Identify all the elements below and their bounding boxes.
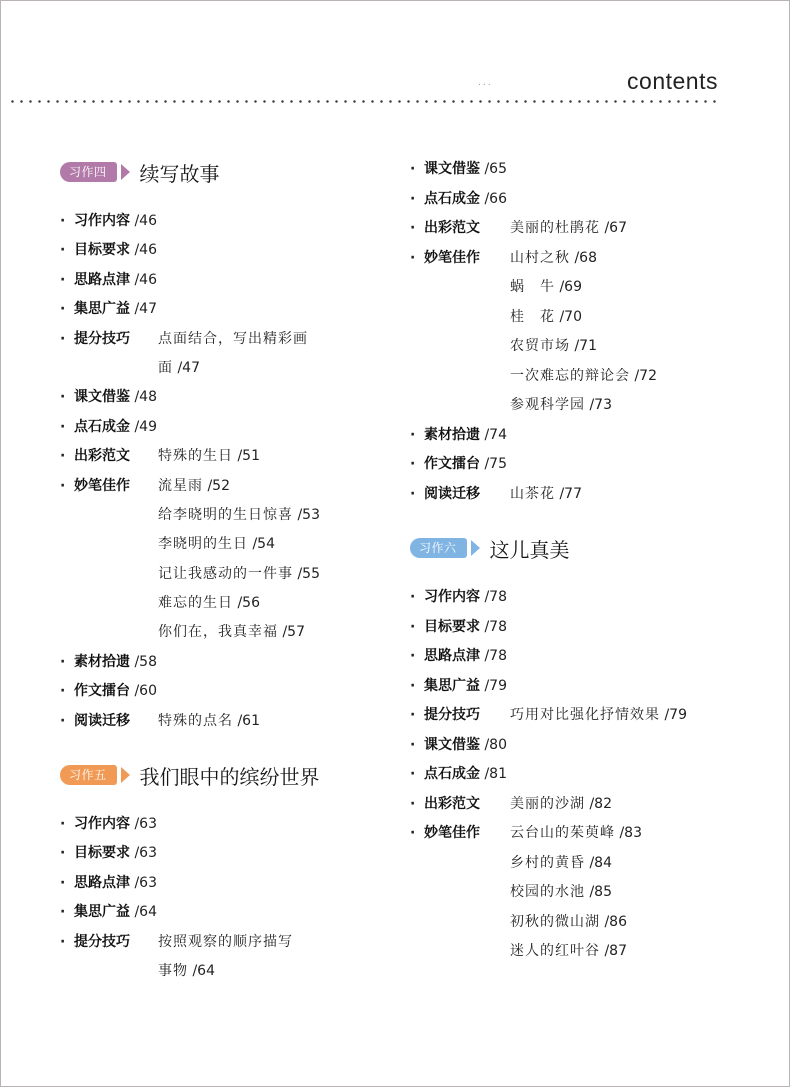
dotted-divider — [8, 100, 720, 103]
bullet-icon: · — [60, 683, 66, 700]
entry-label: 习作内容 — [74, 213, 130, 229]
entry-title: 桂 花 — [510, 308, 555, 325]
entry-page: /81 — [484, 766, 507, 782]
entry-page: /55 — [297, 565, 320, 582]
toc-subentry[interactable] — [60, 530, 380, 559]
section-heading-6 — [410, 531, 770, 565]
entry-title: 你们在，我真幸福 — [158, 624, 278, 641]
toc-entry[interactable] — [410, 244, 770, 274]
toc-entry[interactable] — [60, 325, 380, 354]
toc-entry[interactable] — [60, 869, 380, 898]
toc-entry[interactable] — [410, 214, 770, 244]
entry-page: /58 — [134, 653, 157, 670]
entry-page: /73 — [589, 397, 612, 413]
entry-page: /63 — [134, 874, 157, 891]
entry-title: 云台山的茱萸峰 — [510, 825, 615, 841]
bullet-icon: · — [60, 933, 66, 950]
entry-page: /63 — [134, 845, 157, 862]
toc-entry[interactable] — [410, 819, 770, 849]
bullet-icon: · — [410, 249, 416, 266]
continued-items-5 — [410, 155, 770, 509]
section-heading-4 — [60, 155, 380, 189]
bullet-icon: · — [60, 477, 66, 494]
entry-label: 课文借鉴 — [424, 736, 480, 753]
entry-label: 提分技巧 — [74, 933, 130, 950]
bullet-icon: · — [410, 190, 416, 207]
toc-entry[interactable] — [60, 839, 380, 868]
entry-page: /74 — [484, 426, 507, 443]
bullet-icon: · — [60, 816, 66, 833]
section-tag: 习作六 — [410, 538, 467, 558]
bullet-icon: · — [410, 161, 416, 177]
toc-entry[interactable] — [410, 701, 770, 731]
toc-entry[interactable] — [60, 472, 380, 501]
entry-label: 妙笔佳作 — [424, 249, 480, 266]
entry-label: 目标要求 — [424, 618, 480, 635]
bullet-icon: · — [60, 845, 66, 862]
section-title: 续写故事 — [139, 161, 220, 186]
entry-page: /67 — [604, 220, 627, 236]
toc-subentry[interactable] — [60, 560, 380, 589]
section-heading-5 — [60, 758, 380, 792]
entry-title: 美丽的杜鹃花 — [510, 220, 600, 236]
toc-entry[interactable] — [410, 450, 770, 480]
bullet-icon: · — [410, 707, 416, 723]
bullet-icon: · — [60, 330, 66, 347]
toc-entry-continued[interactable] — [60, 354, 380, 383]
entry-label: 思路点津 — [74, 271, 130, 288]
entry-page: /79 — [664, 707, 687, 723]
entry-page: /56 — [237, 595, 260, 612]
entry-title: 巧用对比强化抒情效果 — [510, 707, 660, 723]
entry-page: /49 — [134, 418, 157, 435]
entry-title: 校园的水池 — [510, 884, 585, 900]
toc-subentry[interactable] — [410, 303, 770, 333]
entry-page: /47 — [134, 301, 157, 318]
entry-title: 乡村的黄昏 — [510, 854, 585, 871]
entry-label: 思路点津 — [424, 648, 480, 664]
entry-label: 点石成金 — [424, 190, 480, 207]
toc-subentry[interactable] — [410, 332, 770, 362]
toc-entry[interactable] — [60, 677, 380, 706]
entry-title: 迷人的红叶谷 — [510, 943, 600, 959]
entry-page: /87 — [604, 943, 627, 959]
entry-label: 课文借鉴 — [424, 161, 480, 177]
entry-label: 妙笔佳作 — [74, 477, 130, 494]
entry-title: 美丽的沙湖 — [510, 795, 585, 812]
entry-label: 提分技巧 — [74, 330, 130, 347]
toc-entry[interactable] — [410, 155, 770, 185]
section-title: 我们眼中的缤纷世界 — [139, 764, 320, 789]
toc-subentry[interactable] — [410, 908, 770, 938]
entry-page: /71 — [574, 338, 597, 354]
entry-page: /77 — [559, 485, 582, 502]
entry-title: 给李晓明的生日惊喜 — [158, 506, 293, 523]
entry-title: 事物 — [158, 962, 188, 979]
toc-entry[interactable] — [60, 928, 380, 957]
entry-label: 目标要求 — [74, 845, 130, 862]
entry-title: 难忘的生日 — [158, 595, 233, 612]
toc-entry[interactable] — [410, 185, 770, 215]
toc-entry[interactable] — [410, 480, 770, 510]
entry-title: 初秋的微山湖 — [510, 913, 600, 930]
entry-page: /63 — [134, 816, 157, 833]
faint-marks: ... — [478, 78, 493, 88]
page-title: contents — [627, 68, 718, 94]
toc-subentry[interactable] — [410, 849, 770, 879]
entry-page: /79 — [484, 677, 507, 694]
section-items-4 — [60, 207, 380, 736]
entry-title: 农贸市场 — [510, 338, 570, 354]
entry-page: /65 — [484, 161, 507, 177]
bullet-icon: · — [60, 712, 66, 729]
entry-title: 按照观察的顺序描写 — [158, 933, 293, 950]
toc-subentry[interactable] — [60, 589, 380, 618]
entry-title: 蜗 牛 — [510, 279, 555, 295]
entry-label: 妙笔佳作 — [424, 825, 480, 841]
entry-title: 流星雨 — [158, 477, 203, 494]
entry-label: 课文借鉴 — [74, 389, 130, 406]
entry-page: /66 — [484, 190, 507, 207]
entry-page: /72 — [634, 367, 657, 384]
entry-page: /54 — [252, 536, 275, 553]
toc-subentry[interactable] — [60, 618, 380, 647]
toc-entry[interactable] — [60, 648, 380, 677]
entry-label: 作文擂台 — [74, 683, 130, 700]
bullet-icon: · — [410, 220, 416, 236]
bullet-icon: · — [410, 456, 416, 472]
bullet-icon: · — [60, 301, 66, 318]
section-items-5 — [60, 810, 380, 986]
entry-label: 作文擂台 — [424, 456, 480, 472]
entry-label: 素材拾遗 — [424, 426, 480, 443]
entry-label: 习作内容 — [74, 816, 130, 833]
entry-label: 出彩范文 — [424, 220, 480, 236]
entry-page: /53 — [297, 506, 320, 523]
toc-subentry[interactable] — [410, 878, 770, 908]
entry-label: 阅读迁移 — [74, 712, 130, 729]
tag-arrow-icon — [471, 540, 480, 556]
entry-page: /69 — [559, 279, 582, 295]
bullet-icon: · — [410, 648, 416, 664]
tag-arrow-icon — [121, 767, 130, 783]
entry-page: /60 — [134, 683, 157, 700]
section-title: 这儿真美 — [489, 537, 570, 562]
entry-page: /78 — [484, 618, 507, 635]
entry-title: 特殊的生日 — [158, 448, 233, 465]
entry-page: /68 — [574, 249, 597, 266]
toc-subentry[interactable] — [410, 362, 770, 392]
entry-page: /46 — [134, 271, 157, 288]
toc-entry[interactable] — [60, 236, 380, 265]
entry-label: 出彩范文 — [74, 448, 130, 465]
entry-title: 山村之秋 — [510, 249, 570, 266]
entry-label: 素材拾遗 — [74, 653, 130, 670]
entry-page: /82 — [589, 795, 612, 812]
entry-label: 集思广益 — [74, 301, 130, 318]
toc-entry[interactable] — [60, 413, 380, 442]
entry-label: 出彩范文 — [424, 795, 480, 812]
toc-left-column — [60, 155, 380, 986]
bullet-icon: · — [410, 736, 416, 753]
entry-page: /80 — [484, 736, 507, 753]
entry-label: 点石成金 — [74, 418, 130, 435]
toc-subentry[interactable] — [60, 501, 380, 530]
bullet-icon: · — [60, 213, 66, 229]
toc-entry-continued[interactable] — [60, 957, 380, 986]
entry-page: /52 — [207, 477, 230, 494]
toc-entry[interactable] — [60, 810, 380, 839]
bullet-icon: · — [60, 418, 66, 435]
toc-entry[interactable] — [60, 442, 380, 471]
toc-subentry[interactable] — [410, 391, 770, 421]
bullet-icon: · — [410, 795, 416, 812]
bullet-icon: · — [60, 448, 66, 465]
entry-title: 特殊的点名 — [158, 712, 233, 729]
toc-entry[interactable] — [410, 421, 770, 451]
entry-page: /46 — [134, 242, 157, 259]
entry-page: /51 — [237, 448, 260, 465]
toc-subentry[interactable] — [410, 273, 770, 303]
entry-page: /86 — [604, 913, 627, 930]
bullet-icon: · — [410, 825, 416, 841]
entry-title: 山茶花 — [510, 485, 555, 502]
entry-page: /64 — [134, 904, 157, 921]
toc-entry[interactable] — [60, 383, 380, 412]
entry-label: 点石成金 — [424, 766, 480, 782]
section-tag: 习作四 — [60, 162, 117, 182]
entry-page: /78 — [484, 648, 507, 664]
entry-label: 集思广益 — [424, 677, 480, 694]
entry-title: 一次难忘的辩论会 — [510, 367, 630, 384]
bullet-icon: · — [410, 618, 416, 635]
entry-label: 思路点津 — [74, 874, 130, 891]
entry-page: /48 — [134, 389, 157, 406]
entry-title: 参观科学园 — [510, 397, 585, 413]
toc-entry[interactable] — [410, 731, 770, 761]
bullet-icon: · — [60, 904, 66, 921]
entry-page: /84 — [589, 854, 612, 871]
toc-right-column — [410, 155, 770, 967]
bullet-icon: · — [60, 389, 66, 406]
entry-title: 面 — [158, 359, 173, 376]
section-items-6 — [410, 583, 770, 967]
toc-entry[interactable] — [60, 707, 380, 736]
entry-label: 习作内容 — [424, 589, 480, 605]
entry-page: /64 — [192, 962, 215, 979]
entry-title: 李晓明的生日 — [158, 536, 248, 553]
bullet-icon: · — [410, 766, 416, 782]
toc-entry[interactable] — [410, 672, 770, 702]
toc-entry[interactable] — [60, 898, 380, 927]
bullet-icon: · — [60, 242, 66, 259]
bullet-icon: · — [60, 271, 66, 288]
bullet-icon: · — [60, 653, 66, 670]
entry-title: 点面结合，写出精彩画 — [158, 330, 308, 347]
entry-page: /70 — [559, 308, 582, 325]
section-tag: 习作五 — [60, 765, 117, 785]
toc-entry[interactable] — [410, 613, 770, 643]
entry-page: /57 — [282, 624, 305, 641]
toc-entry[interactable] — [60, 295, 380, 324]
entry-page: /85 — [589, 884, 612, 900]
entry-title: 记让我感动的一件事 — [158, 565, 293, 582]
bullet-icon: · — [410, 677, 416, 694]
toc-subentry[interactable] — [410, 937, 770, 967]
entry-label: 阅读迁移 — [424, 485, 480, 502]
toc-entry[interactable] — [410, 760, 770, 790]
entry-label: 集思广益 — [74, 904, 130, 921]
toc-entry[interactable] — [60, 207, 380, 236]
toc-entry[interactable] — [410, 583, 770, 613]
entry-label: 提分技巧 — [424, 707, 480, 723]
entry-page: /46 — [134, 213, 157, 229]
bullet-icon: · — [410, 589, 416, 605]
entry-page: /83 — [619, 825, 642, 841]
entry-page: /61 — [237, 712, 260, 729]
toc-entry[interactable] — [60, 266, 380, 295]
toc-entry[interactable] — [410, 790, 770, 820]
entry-page: /47 — [177, 359, 200, 376]
entry-label: 目标要求 — [74, 242, 130, 259]
bullet-icon: · — [410, 485, 416, 502]
bullet-icon: · — [410, 426, 416, 443]
tag-arrow-icon — [121, 164, 130, 180]
entry-page: /75 — [484, 456, 507, 472]
bullet-icon: · — [60, 874, 66, 891]
entry-page: /78 — [484, 589, 507, 605]
toc-entry[interactable] — [410, 642, 770, 672]
